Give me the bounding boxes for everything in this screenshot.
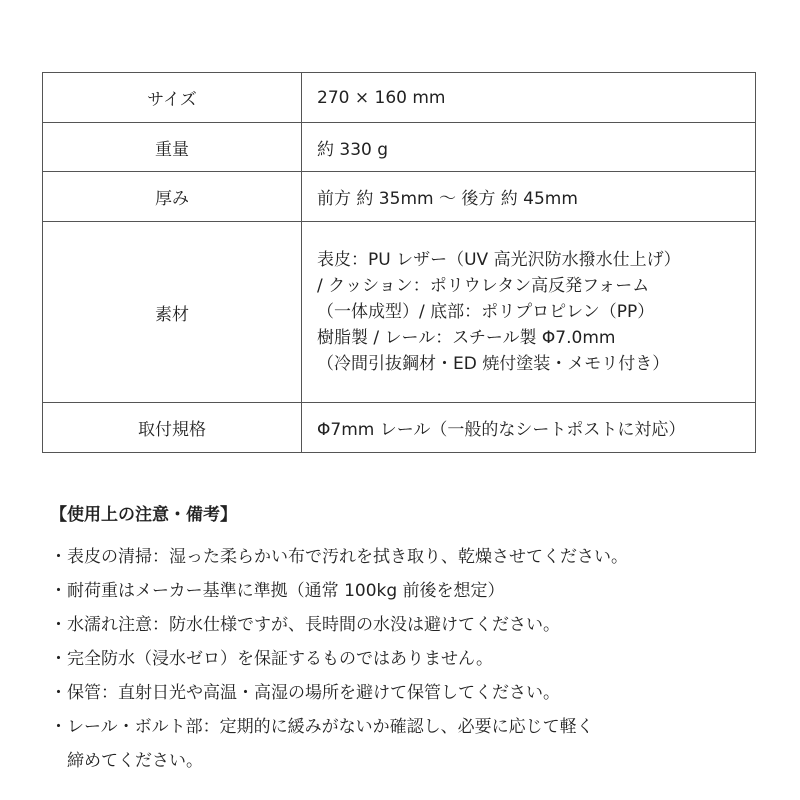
spec-value: Φ7mm レール（一般的なシートポストに対応） [302, 403, 756, 453]
notes-section [50, 500, 770, 778]
note-item: ・耐荷重はメーカー基準に準拠（通常 100kg 前後を想定） [50, 581, 505, 601]
note-item [50, 710, 770, 778]
spec-row-thickness [43, 172, 756, 222]
notes-title: 【使用上の注意・備考】 [50, 505, 237, 525]
material-line: / クッション：ポリウレタン高反発フォーム [317, 276, 650, 296]
spec-table [42, 72, 756, 453]
note-item: ・保管：直射日光や高温・高湿の場所を避けて保管してください。 [50, 683, 560, 703]
note-item: ・完全防水（浸水ゼロ）を保証するものではありません。 [50, 649, 494, 669]
spec-value: 270 × 160 mm [302, 73, 756, 123]
spec-row-mounting [43, 403, 756, 453]
note-item: ・表皮の清掃：湿った柔らかい布で汚れを拭き取り、乾燥させてください。 [50, 547, 628, 567]
material-line: 樹脂製 / レール：スチール製 Φ7.0mm [317, 328, 616, 348]
spec-label: 素材 [43, 222, 302, 403]
spec-value-material [302, 222, 756, 403]
spec-label: 厚み [43, 172, 302, 222]
note-item-text: ・レール・ボルト部：定期的に緩みがないか確認し、必要に応じて軽く [50, 717, 594, 737]
spec-row-size [43, 73, 756, 123]
spec-value: 前方 約 35mm 〜 後方 約 45mm [302, 172, 756, 222]
material-line: （一体成型）/ 底部：ポリプロピレン（PP） [317, 302, 655, 322]
spec-label: サイズ [43, 73, 302, 123]
spec-label: 取付規格 [43, 403, 302, 453]
spec-row-material [43, 222, 756, 403]
note-item: ・水濡れ注意：防水仕様ですが、長時間の水没は避けてください。 [50, 615, 560, 635]
spec-value: 約 330 g [302, 123, 756, 172]
note-item-continuation: 締めてください。 [67, 751, 203, 771]
notes-list [50, 540, 770, 778]
spec-label: 重量 [43, 123, 302, 172]
material-line: （冷間引抜鋼材・ED 焼付塗装・メモリ付き） [317, 354, 670, 374]
material-line: 表皮：PU レザー（UV 高光沢防水撥水仕上げ） [317, 250, 681, 270]
spec-row-weight [43, 123, 756, 172]
